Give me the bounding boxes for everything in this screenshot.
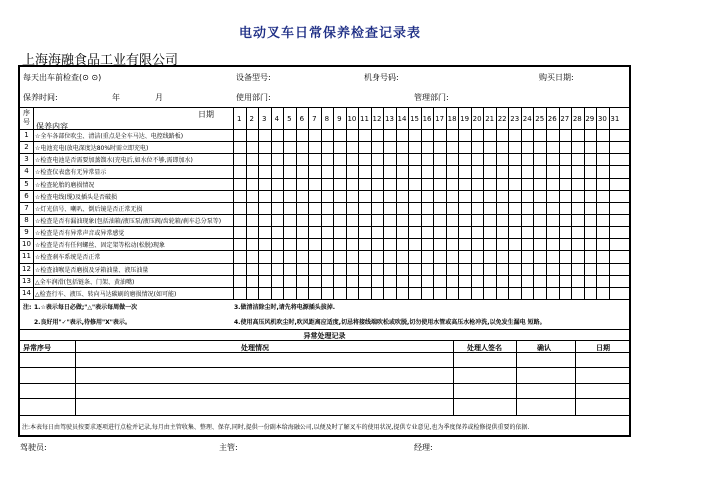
item-text: ☆检查电线(缆)及插头是否破损	[35, 193, 118, 201]
day-16: 16	[422, 115, 432, 123]
item-no: 8	[24, 215, 29, 224]
note-1: 1.☆表示每日必做;"△"表示每周做一次	[34, 304, 138, 311]
day-22: 22	[497, 115, 507, 123]
day-2: 2	[249, 115, 254, 123]
day-31: 31	[610, 115, 620, 123]
day-20: 20	[472, 115, 482, 123]
item-no: 5	[24, 179, 29, 188]
item-no: 2	[24, 143, 29, 152]
inspection-form	[18, 65, 631, 437]
day-24: 24	[522, 115, 532, 123]
notes-label: 注:	[23, 304, 32, 311]
day-29: 29	[585, 115, 595, 123]
item-no: 9	[24, 228, 29, 237]
machine-no-label: 机身号码:	[364, 73, 399, 82]
item-text: ☆全车各部位吹尘、清洁(重点是全车马达、电控线路板)	[35, 133, 184, 140]
item-text: ☆检查是否有任何螺丝、固定架等松动(松脱)现象	[35, 242, 166, 250]
abnormal-col-confirm: 确认	[537, 344, 551, 352]
abnormal-col-date: 日期	[596, 344, 610, 352]
seq-header: 序号	[23, 109, 30, 126]
daily-check-label: 每天出车前检查(⊙ ⊙)	[23, 73, 102, 82]
device-model-label: 设备型号:	[236, 73, 271, 82]
item-text: ☆检查油喉是否磨损及牙箱油量、液压油量	[35, 266, 149, 274]
day-12: 12	[372, 115, 382, 123]
day-23: 23	[510, 115, 520, 123]
use-dept-label: 使用部门:	[236, 93, 271, 102]
abnormal-col-seq: 异常序号	[23, 344, 51, 352]
item-no: 6	[24, 191, 29, 200]
content-header: 保养内容	[36, 122, 68, 131]
day-25: 25	[535, 115, 545, 123]
item-no: 11	[22, 252, 31, 261]
item-no: 14	[22, 288, 31, 297]
item-text: ☆检查仪表盘有无异常显示	[35, 169, 107, 177]
day-3: 3	[262, 115, 267, 123]
date-header: 日期	[198, 110, 214, 119]
day-17: 17	[435, 115, 445, 123]
item-no: 12	[22, 264, 31, 273]
supervisor-label: 主管:	[219, 443, 238, 452]
item-no: 3	[24, 155, 29, 164]
abnormal-title: 异常处理记录	[303, 332, 346, 340]
item-text: △全车润滑(包括链条、门架、黄油嘴)	[35, 278, 135, 286]
day-28: 28	[572, 115, 582, 123]
note-3: 3.做清洁除尘时,请先将电源插头拔掉.	[234, 304, 336, 311]
item-no: 13	[22, 276, 31, 285]
abnormal-col-handling: 处理情况	[241, 344, 269, 352]
driver-label: 驾驶员:	[20, 443, 47, 452]
day-8: 8	[324, 115, 330, 123]
item-text: ☆检查是否有漏油现象(包括油箱/液压泵/液压阀/齿轮箱/刹车总分泵等)	[35, 217, 222, 225]
note-2: 2.良好用"✓"表示,待修用"X"表示。	[34, 319, 131, 326]
day-9: 9	[337, 115, 342, 123]
year-label: 年	[112, 93, 120, 102]
item-no: 1	[24, 131, 29, 139]
item-text: △检查行车、液压、转向马达碳刷的磨损情况(如可能)	[35, 290, 177, 298]
day-27: 27	[560, 115, 570, 123]
abnormal-col-signer: 处理人签名	[467, 344, 502, 352]
form-title: 电动叉车日常保养检查记录表	[238, 26, 421, 41]
day-26: 26	[547, 115, 557, 123]
day-11: 11	[359, 115, 369, 123]
maint-time-label: 保养时间:	[23, 93, 58, 102]
note-4: 4.使用高压风机吹尘时,吹风距离应适度,切忌将接线端吹松或吹脱,切勿使用水管或高压水枪冲洗,以免发生漏电 短路。	[234, 319, 546, 326]
day-1: 1	[237, 115, 242, 123]
purchase-date-label: 购买日期:	[539, 73, 574, 82]
mgmt-dept-label: 管理部门:	[414, 93, 449, 102]
day-15: 15	[410, 115, 419, 123]
month-label: 月	[155, 93, 163, 102]
item-text: ☆电池充电(放电深度达80%时需立即充电)	[35, 145, 149, 153]
day-30: 30	[597, 115, 607, 123]
day-7: 7	[312, 115, 317, 123]
day-13: 13	[385, 115, 394, 123]
item-no: 7	[24, 203, 29, 212]
day-19: 19	[460, 115, 470, 123]
company-name: 上海海融食品工业有限公司	[22, 53, 179, 68]
item-no: 10	[22, 240, 31, 249]
day-14: 14	[397, 115, 407, 123]
item-text: ☆检查轮胎的磨损情况	[35, 181, 95, 189]
item-text: ☆灯光信号、喇叭、倒后镜是否正常无损	[35, 205, 143, 213]
day-21: 21	[485, 115, 495, 123]
manager-label: 经理:	[414, 443, 433, 452]
day-6: 6	[299, 115, 305, 123]
day-5: 5	[287, 115, 292, 123]
bottom-note: 注:本表每日由驾驶员按要求逐项进行点检并记录,每月由主管收集、整理、保存,同时,提供一份副本给海融公司,以便及时了解叉车的使用状况,提供专业意见,也为季度保养或检修提供重要的依据.	[22, 424, 530, 431]
day-4: 4	[274, 115, 280, 123]
item-text: ☆检查刹车系统是否正常	[35, 254, 101, 262]
item-text: ☆检查是否有异常声音或异常感觉	[35, 230, 125, 238]
day-18: 18	[447, 115, 457, 123]
item-text: ☆检查电池是否需要加蒸馏水(充电后,如水位不够,需即加水)	[35, 157, 193, 165]
item-no: 4	[24, 167, 29, 176]
day-10: 10	[347, 115, 357, 123]
